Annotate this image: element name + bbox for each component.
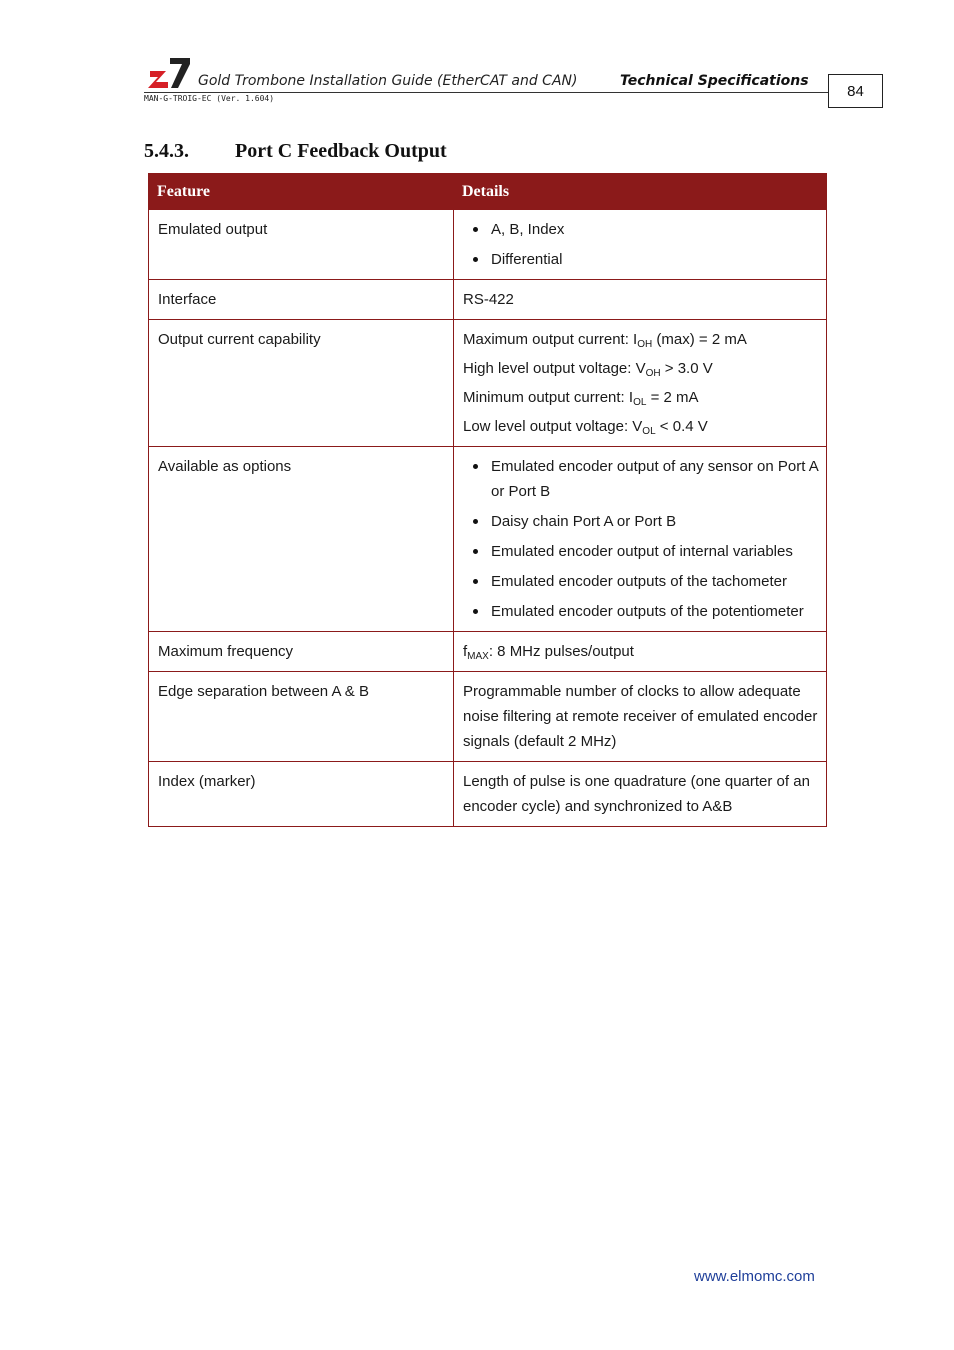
list-item: Emulated encoder output of any sensor on Port A or Port B bbox=[491, 454, 818, 504]
column-header-feature: Feature bbox=[149, 174, 454, 210]
spec-line: Minimum output current: $I_{OL} = 2$ mA bbox=[463, 389, 699, 408]
table-row bbox=[149, 447, 827, 632]
header-rule bbox=[144, 92, 828, 93]
page-number: 84 bbox=[828, 74, 883, 108]
details-cell bbox=[454, 210, 827, 280]
details-cell: Programmable number of clocks to allow adequate noise filtering at remote receiver of emulated encoder signals (default 2 MHz) bbox=[454, 672, 827, 762]
feature-cell: Interface bbox=[149, 280, 454, 320]
feature-cell: Available as options bbox=[149, 447, 454, 632]
feature-cell: Output current capability bbox=[149, 320, 454, 447]
feature-cell: Index (marker) bbox=[149, 762, 454, 827]
list-item: A, B, Index bbox=[491, 217, 818, 242]
table-row bbox=[149, 632, 827, 672]
feature-cell: Emulated output bbox=[149, 210, 454, 280]
footer-website-link[interactable]: www.elmomc.com bbox=[694, 1268, 815, 1285]
details-cell bbox=[454, 320, 827, 447]
header-section-name: Technical Specifications bbox=[620, 73, 809, 89]
table-header-row bbox=[149, 174, 827, 210]
section-heading bbox=[144, 140, 447, 163]
spec-table bbox=[148, 173, 827, 827]
bullet-list bbox=[463, 454, 818, 624]
spec-line: High level output voltage: $V_{OH} > 3.0$ V bbox=[463, 360, 713, 379]
list-item: Differential bbox=[491, 247, 818, 272]
table-row bbox=[149, 762, 827, 827]
section-title: Port C Feedback Output bbox=[235, 140, 447, 162]
table-row bbox=[149, 210, 827, 280]
table-row bbox=[149, 320, 827, 447]
feature-cell: Edge separation between A & B bbox=[149, 672, 454, 762]
list-item: Daisy chain Port A or Port B bbox=[491, 509, 818, 534]
spec-line: Maximum output current: $I_{OH}$ (max) = 2 mA bbox=[463, 331, 747, 350]
list-item: Emulated encoder outputs of the tachometer bbox=[491, 569, 818, 594]
list-item: Emulated encoder output of internal variables bbox=[491, 539, 818, 564]
column-header-details: Details bbox=[454, 174, 827, 210]
list-item: Emulated encoder outputs of the potentiometer bbox=[491, 599, 818, 624]
table-row bbox=[149, 280, 827, 320]
details-cell: RS-422 bbox=[454, 280, 827, 320]
section-number: 5.4.3. bbox=[144, 140, 189, 162]
spec-line: Low level output voltage: $V_{OL} < 0.4$ V bbox=[463, 418, 708, 437]
document-id: MAN-G-TROIG-EC (Ver. 1.604) bbox=[144, 94, 275, 103]
header-title: Gold Trombone Installation Guide (EtherCAT and CAN) bbox=[198, 73, 578, 89]
bullet-list bbox=[463, 217, 818, 272]
details-cell: $f_{MAX}$: 8 MHz pulses/output bbox=[454, 632, 827, 672]
table-row bbox=[149, 672, 827, 762]
elmo-logo-icon bbox=[148, 58, 190, 88]
details-cell bbox=[454, 447, 827, 632]
feature-cell: Maximum frequency bbox=[149, 632, 454, 672]
details-cell: Length of pulse is one quadrature (one quarter of an encoder cycle) and synchronized to A&B bbox=[454, 762, 827, 827]
